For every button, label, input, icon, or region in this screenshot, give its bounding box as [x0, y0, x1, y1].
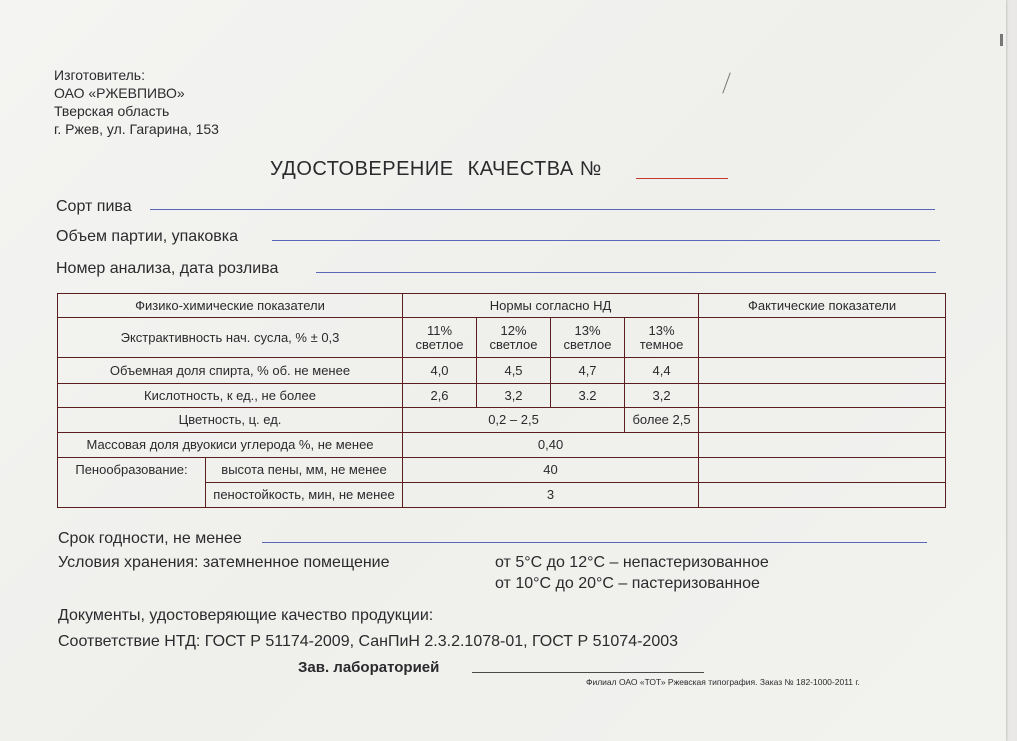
alcohol-value-3: 4,7 — [551, 358, 625, 384]
extract-label: Экстрактивность нач. сусла, % ± 0,3 — [58, 318, 403, 358]
column-header-4: 13% темное — [625, 318, 699, 358]
actual-alcohol — [699, 358, 946, 384]
actual-co2 — [699, 433, 946, 458]
header-params: Физико-химические показатели — [58, 294, 403, 318]
manufacturer-address: г. Ржев, ул. Гагарина, 153 — [54, 121, 219, 137]
color-dark: более 2,5 — [625, 408, 699, 433]
acidity-value-3: 3.2 — [551, 384, 625, 408]
acidity-value-4: 3,2 — [625, 384, 699, 408]
storage-label: Условия хранения: затемненное помещение — [58, 554, 390, 571]
title-part2: КАЧЕСТВА № — [467, 158, 602, 180]
shelf-life-label: Срок годности, не менее — [58, 530, 242, 547]
analysis-number-line — [316, 272, 936, 273]
analysis-number-label: Номер анализа, дата розлива — [56, 260, 279, 277]
table-row-alcohol — [58, 358, 946, 384]
quality-table — [57, 293, 946, 508]
co2-value: 0,40 — [403, 433, 699, 458]
alcohol-label: Объемная доля спирта, % об. не менее — [58, 358, 403, 384]
acidity-value-1: 2,6 — [403, 384, 477, 408]
actual-color — [699, 408, 946, 433]
actual-foam-stability — [699, 483, 946, 508]
alcohol-value-4: 4,4 — [625, 358, 699, 384]
edge-mark — [1000, 34, 1003, 46]
alcohol-value-1: 4,0 — [403, 358, 477, 384]
actual-extract — [699, 318, 946, 358]
co2-label: Массовая доля двуокиси углерода %, не менее — [58, 433, 403, 458]
header-actual: Фактические показатели — [699, 294, 946, 318]
foam-height-value: 40 — [403, 458, 699, 483]
table-row-foam-height — [58, 458, 946, 483]
column-header-2: 12% светлое — [477, 318, 551, 358]
column-header-3: 13% светлое — [551, 318, 625, 358]
column-header-1: 11% светлое — [403, 318, 477, 358]
acidity-value-2: 3,2 — [477, 384, 551, 408]
color-label: Цветность, ц. ед. — [58, 408, 403, 433]
beer-sort-line — [150, 209, 935, 210]
header-norms: Нормы согласно НД — [403, 294, 699, 318]
color-range: 0,2 – 2,5 — [403, 408, 625, 433]
table-row-color — [58, 408, 946, 433]
table-row-acidity — [58, 384, 946, 408]
title-part1: УДОСТОВЕРЕНИЕ — [270, 158, 454, 180]
lab-head-label: Зав. лабораторией — [298, 659, 440, 676]
certificate-title — [270, 158, 602, 181]
storage-unpasteurized: от 5°С до 12°С – непастеризованное — [495, 554, 769, 571]
acidity-label: Кислотность, к ед., не более — [58, 384, 403, 408]
table-row-extract — [58, 318, 946, 358]
actual-acidity — [699, 384, 946, 408]
manufacturer-label: Изготовитель: — [54, 67, 145, 83]
manufacturer-name: ОАО «РЖЕВПИВО» — [54, 85, 185, 101]
batch-volume-label: Объем партии, упаковка — [56, 228, 239, 245]
alcohol-value-2: 4,5 — [477, 358, 551, 384]
certificate-number-line — [636, 178, 728, 179]
storage-pasteurized: от 10°С до 20°С – пастеризованное — [495, 575, 760, 592]
beer-sort-label: Сорт пива — [56, 198, 132, 215]
batch-volume-line — [272, 240, 940, 241]
foam-label: Пенообразование: — [58, 458, 206, 508]
foam-stability-label: пеностойкость, мин, не менее — [206, 483, 403, 508]
manufacturer-block — [54, 66, 219, 138]
pen-mark — [722, 72, 730, 93]
table-header-row — [58, 294, 946, 318]
shelf-life-line — [262, 542, 927, 543]
manufacturer-region: Тверская область — [54, 103, 170, 119]
actual-foam-height — [699, 458, 946, 483]
foam-height-label: высота пены, мм, не менее — [206, 458, 403, 483]
foam-stability-value: 3 — [403, 483, 699, 508]
lab-head-signature-line — [472, 672, 704, 673]
documents-conformity: Соответствие НТД: ГОСТ Р 51174-2009, СанПиН 2.3.2.1078-01, ГОСТ Р 51074-2003 — [58, 633, 679, 650]
documents-heading: Документы, удостоверяющие качество продукции: — [58, 607, 434, 624]
printer-imprint: Филиал ОАО «ТОТ» Ржевская типография. Заказ № 182-1000-2011 г. — [586, 677, 860, 687]
table-row-co2 — [58, 433, 946, 458]
